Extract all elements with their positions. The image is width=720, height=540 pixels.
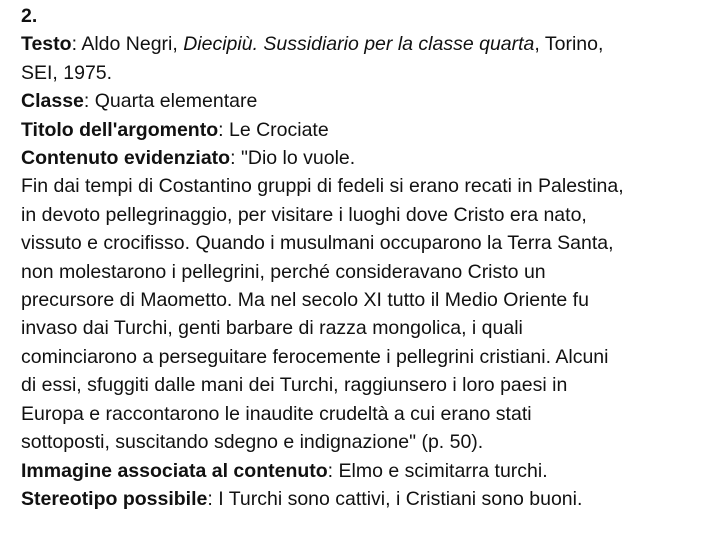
classe-separator: :: [83, 90, 95, 113]
paragraph-line: precursore di Maometto. Ma nel secolo XI tutto il Medio Oriente fu: [21, 289, 589, 312]
paragraph-line: Europa e raccontarono le inaudite crudeltà a cui erano stati: [21, 402, 532, 425]
paragraph-line: vissuto e crocifisso. Quando i musulmani occuparono la Terra Santa,: [21, 232, 614, 255]
paragraph-line: Fin dai tempi di Costantino gruppi di fedeli si erano recati in Palestina,: [21, 175, 624, 198]
testo-publisher-line1: , Torino,: [534, 33, 604, 56]
immagine-label: Immagine associata al contenuto: [21, 459, 328, 482]
immagine-separator: :: [327, 459, 339, 482]
paragraph-line: cominciarono a perseguitare ferocemente i pellegrini cristiani. Alcuni: [21, 345, 609, 368]
classe-label: Classe: [21, 90, 84, 113]
contenuto-paragraph: [21, 172, 713, 456]
immagine-value: Elmo e scimitarra turchi.: [338, 459, 548, 482]
stereotipo-separator: :: [207, 487, 219, 510]
paragraph-line: invaso dai Turchi, genti barbare di razza mongolica, i quali: [21, 317, 523, 340]
contenuto-label: Contenuto evidenziato: [21, 147, 231, 170]
paragraph-line: sottoposti, suscitando sdegno e indignazione" (p. 50).: [21, 431, 484, 454]
paragraph-line: non molestarono i pellegrini, perché consideravano Cristo un: [21, 260, 546, 283]
contenuto-row: [21, 144, 713, 172]
titolo-label: Titolo dell'argomento: [21, 118, 219, 141]
stereotipo-label: Stereotipo possibile: [21, 487, 208, 510]
classe-row: [21, 87, 713, 115]
paragraph-line: di essi, sfuggiti dalle mani dei Turchi, raggiunsero i loro paesi in: [21, 374, 568, 397]
item-number: [21, 2, 713, 30]
stereotipo-row: [21, 485, 713, 513]
item-number-text: 2.: [21, 5, 38, 27]
testo-author: Aldo Negri,: [81, 33, 184, 56]
immagine-row: [21, 457, 713, 485]
testo-publisher-line2: SEI, 1975.: [21, 61, 113, 84]
document-body: [21, 2, 713, 513]
testo-label: Testo: [21, 33, 72, 56]
titolo-row: [21, 116, 713, 144]
testo-row-continued: [21, 59, 713, 87]
contenuto-separator: :: [230, 147, 241, 170]
titolo-separator: :: [218, 118, 229, 141]
testo-title: Diecipiù. Sussidiario per la classe quarta: [183, 33, 535, 56]
testo-row: [21, 30, 713, 58]
titolo-value: Le Crociate: [228, 118, 329, 141]
stereotipo-value: I Turchi sono cattivi, i Cristiani sono buoni.: [218, 487, 583, 510]
contenuto-value: "Dio lo vuole.: [240, 147, 356, 170]
paragraph-line: in devoto pellegrinaggio, per visitare i luoghi dove Cristo era nato,: [21, 203, 587, 226]
classe-value: Quarta elementare: [94, 90, 258, 113]
testo-separator: :: [71, 33, 82, 56]
